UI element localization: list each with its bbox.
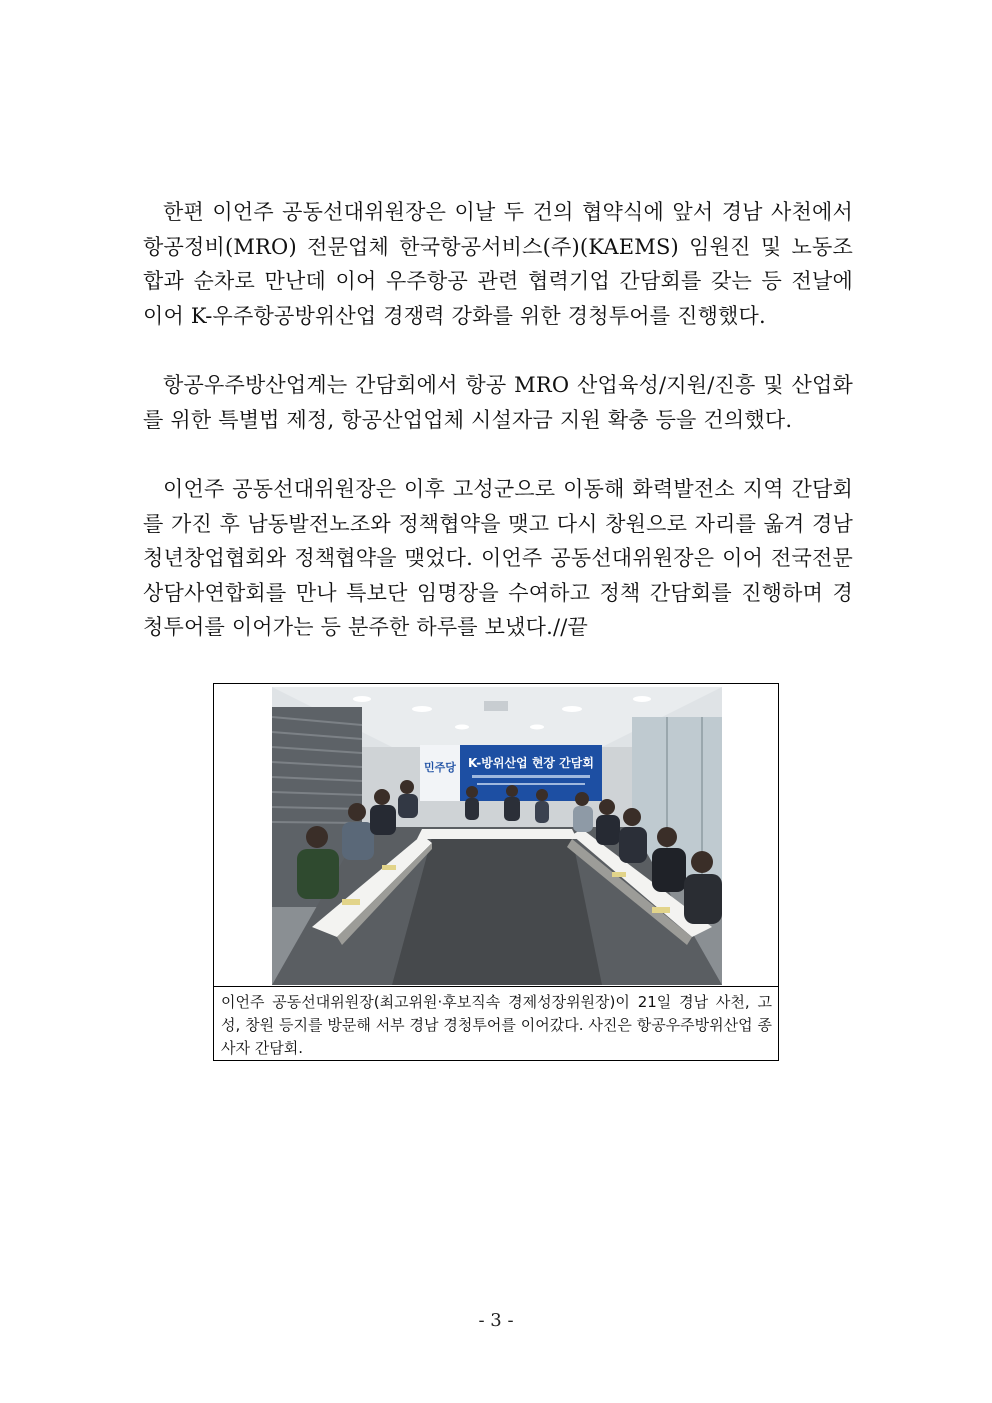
photo-figure [213, 683, 779, 1061]
banner-title-text: K-방위산업 현장 간담회 [468, 756, 594, 770]
banner-logo-text: 민주당 [424, 761, 456, 774]
body-paragraph-3: 이언주 공동선대위원장은 이후 고성군으로 이동해 화력발전소 지역 간담회를 가진 후 남동발전노조와 정책협약을 맺고 다시 창원으로 자리를 옮겨 경남청년창업협회와 정책협약을 맺었다. 이언주 공동선대위원장은 이어 전국전문상담사연합회를 만나 특보단 임명장을 수여하고 정책 간담회를 진행하며 경청투어를 이어가는 등 분주한 하루를 보냈다.//끝 [143, 477, 853, 639]
page-number: - 3 - [478, 1310, 514, 1331]
photo-caption: 이언주 공동선대위원장(최고위원·후보직속 경제성장위원장)이 21일 경남 사천, 고성, 창원 등지를 방문해 서부 경남 경청투어를 이어갔다. 사진은 항공우주방위산업 종사자 간담회. [214, 986, 778, 1060]
body-paragraph-2: 항공우주방산업계는 간담회에서 항공 MRO 산업육성/지원/진흥 및 산업화를 위한 특별법 제정, 항공산업업체 시설자금 지원 확충 등을 건의했다. [143, 373, 853, 432]
body-paragraph-1: 한편 이언주 공동선대위원장은 이날 두 건의 협약식에 앞서 경남 사천에서 항공정비(MRO) 전문업체 한국항공서비스(주)(KAEMS) 임원진 및 노동조합과 순차로 만난데 이어 우주항공 관련 협력기업 간담회를 갖는 등 전날에 이어 K-우주항공방위산업 경쟁력 강화를 위한 경청투어를 진행했다. [143, 200, 853, 328]
meeting-photo [272, 687, 722, 985]
